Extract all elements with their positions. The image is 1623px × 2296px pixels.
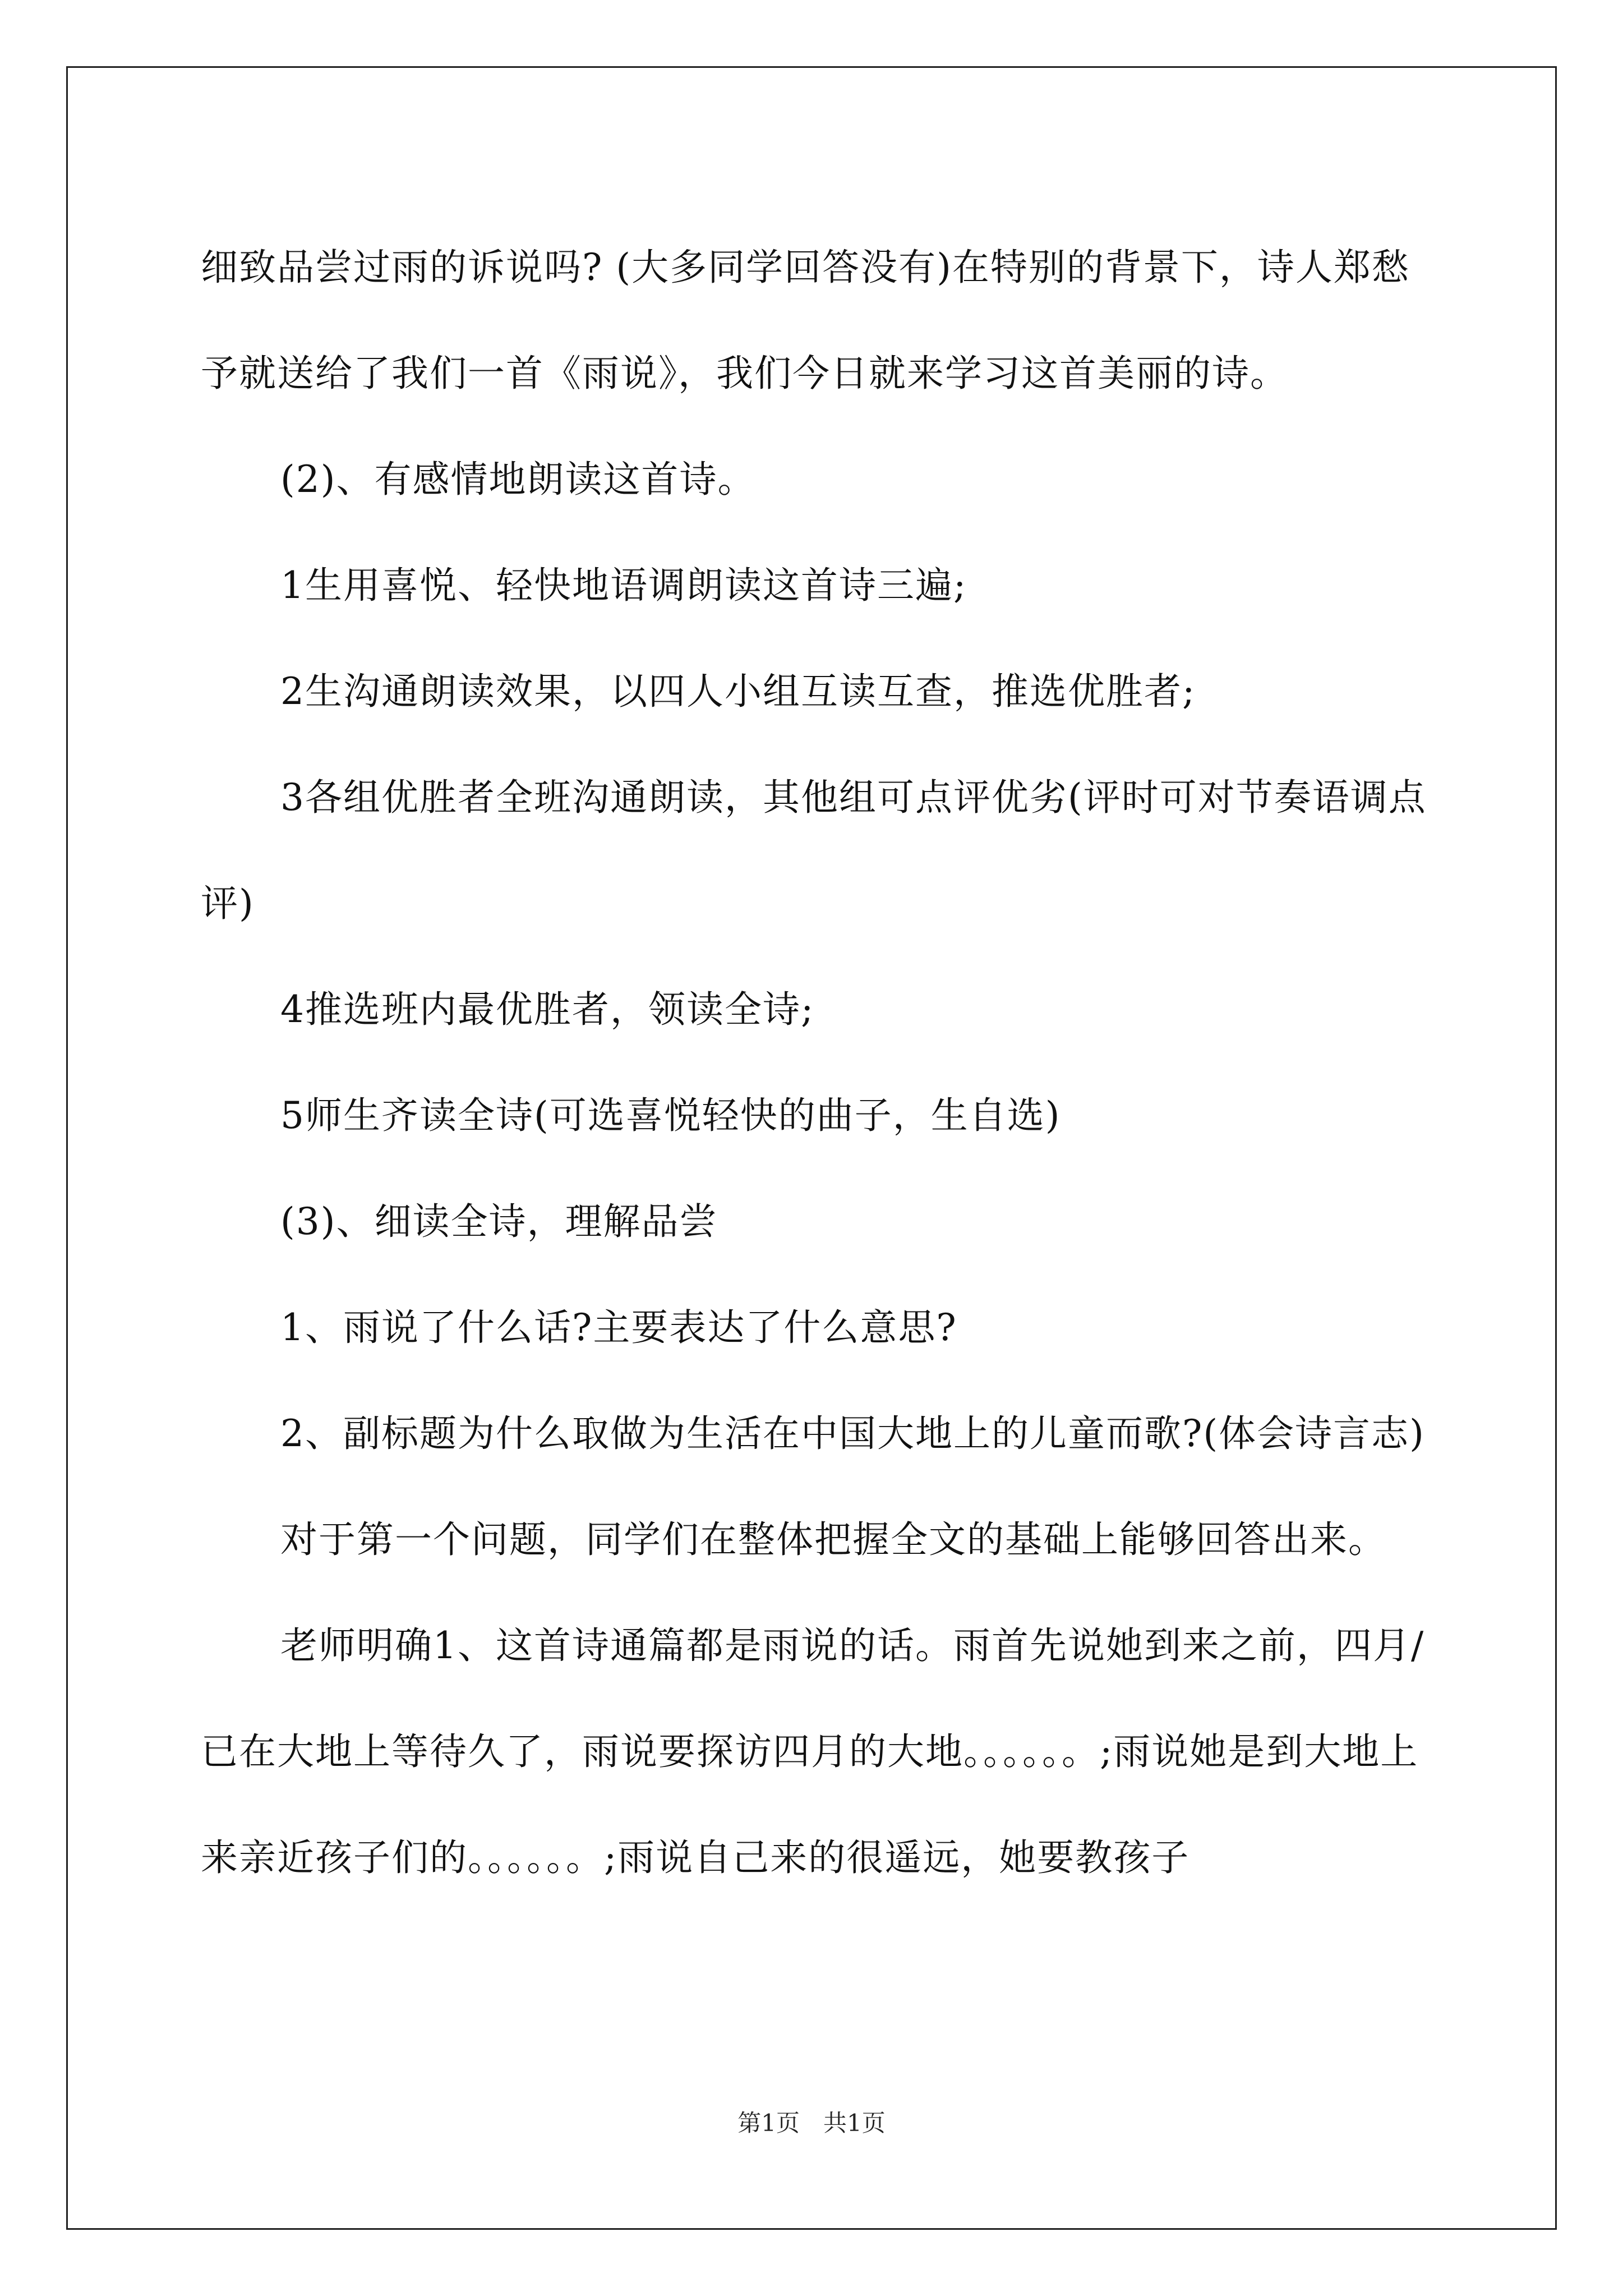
paragraph: 老师明确1、这首诗通篇都是雨说的话。雨首先说她到来之前，四月/已在大地上等待久了，雨说要探访四月的大地。。。。。。;雨说她是到大地上来亲近孩子们的。。。。。。;雨说自己来的很遥远，她要教孩子: [201, 1624, 1425, 1879]
paragraph: 5师生齐读全诗(可选喜悦轻快的曲子，生自选): [280, 1094, 1061, 1137]
paragraph: (2)、有感情地朗读这首诗。: [280, 458, 756, 501]
paragraph: (3)、细读全诗，理解品尝: [280, 1200, 718, 1243]
paragraph: 对于第一个问题，同学们在整体把握全文的基础上能够回答出来。: [280, 1518, 1386, 1561]
page-footer: 第1页 共1页: [737, 2109, 886, 2137]
paragraph: 1生用喜悦、轻快地语调朗读这首诗三遍;: [280, 564, 967, 607]
paragraph: 2、副标题为什么取做为生活在中国大地上的儿童而歌?(体会诗言志): [280, 1412, 1425, 1455]
paragraph: 4推选班内最优胜者，领读全诗;: [280, 988, 815, 1031]
paragraph: 细致品尝过雨的诉说吗? (大多同学回答没有)在特别的背景下，诗人郑愁予就送给了我们一首《雨说》，我们今日就来学习这首美丽的诗。: [201, 246, 1410, 395]
paragraph: 3各组优胜者全班沟通朗读，其他组可点评优劣(评时可对节奏语调点评): [201, 776, 1427, 925]
document-body: [201, 214, 1435, 1911]
paragraph: 2生沟通朗读效果，以四人小组互读互查，推选优胜者;: [280, 670, 1196, 713]
paragraph: 1、雨说了什么话?主要表达了什么意思?: [280, 1306, 957, 1349]
